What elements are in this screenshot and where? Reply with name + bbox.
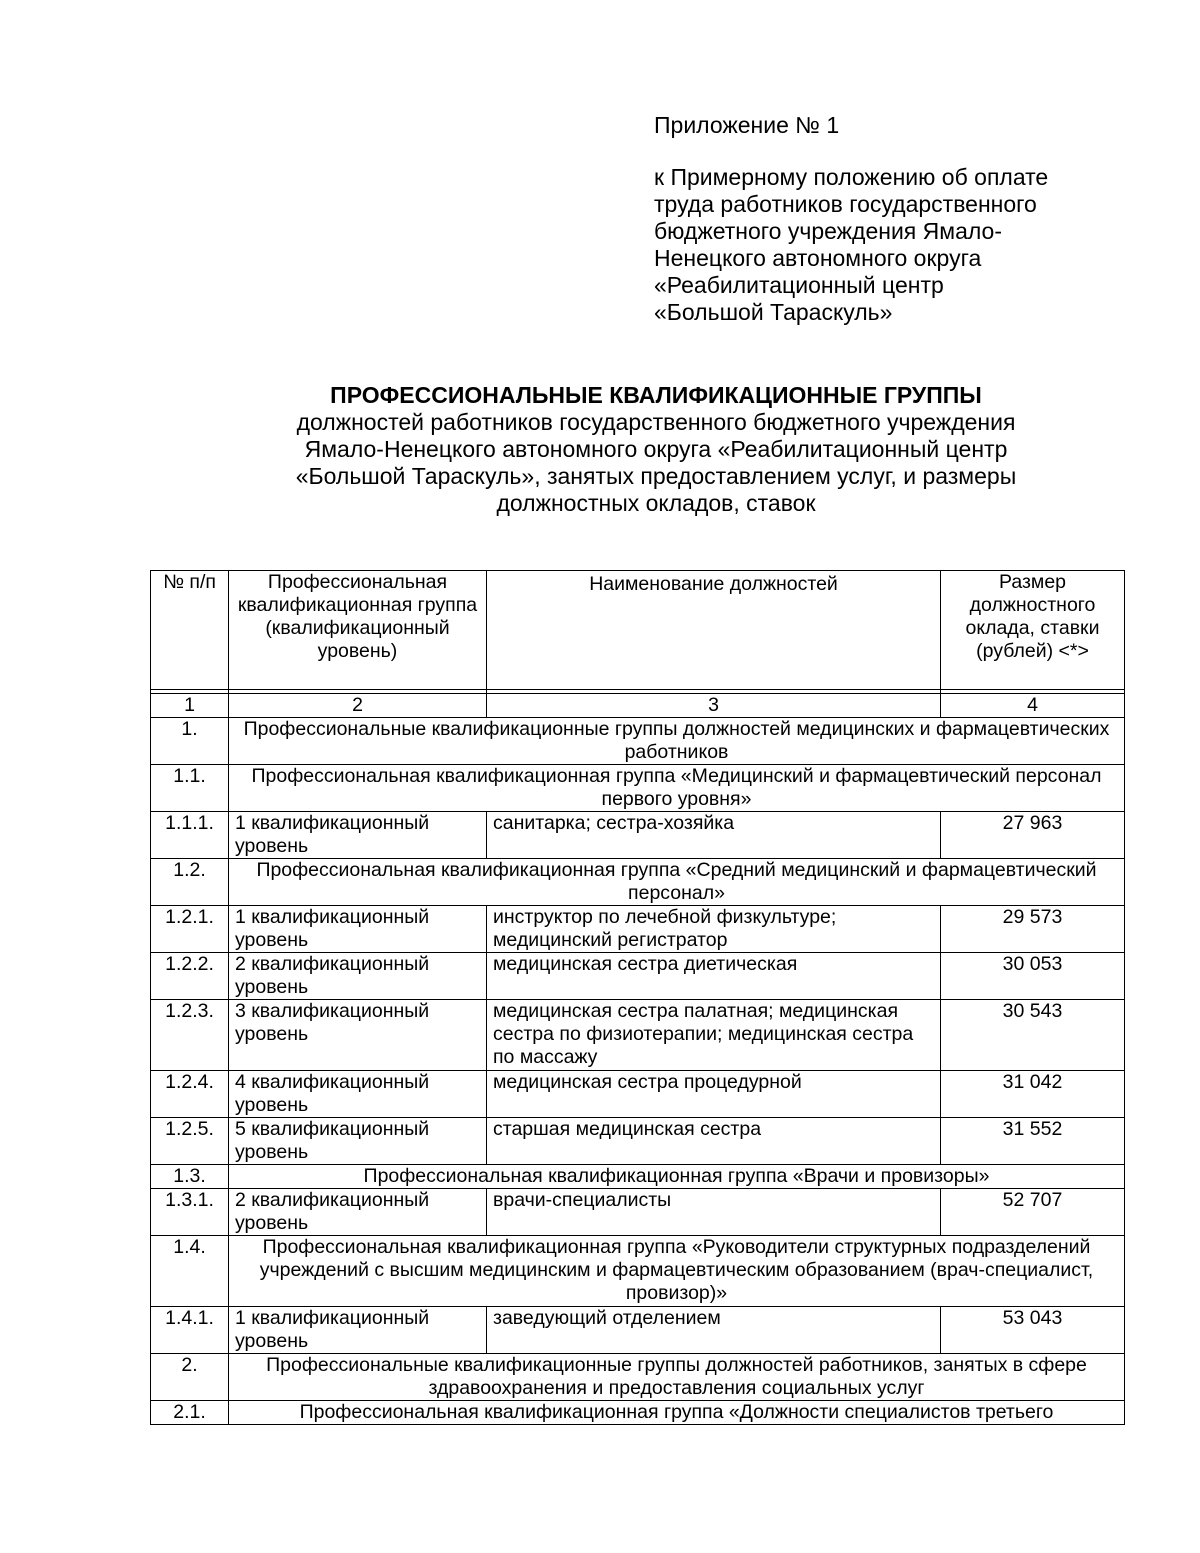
group-title: Профессиональная квалификационная группа «Медицинский и фармацевтический персонал первого уровня» bbox=[229, 765, 1125, 812]
row-number: 1.2.2. bbox=[151, 953, 229, 1000]
table-row bbox=[151, 1401, 1125, 1425]
appendix-block bbox=[654, 112, 1124, 326]
salary-value: 30 053 bbox=[941, 953, 1125, 1000]
position-names: старшая медицинская сестра bbox=[487, 1118, 941, 1165]
subtitle-line: Ямало-Ненецкого автономного округа «Реабилитационный центр bbox=[304, 436, 1008, 462]
row-number: 1.3.1. bbox=[151, 1189, 229, 1236]
position-names: медицинская сестра палатная; медицинская сестра по физиотерапии; медицинская сестра по массажу bbox=[487, 1000, 941, 1071]
position-names: санитарка; сестра-хозяйка bbox=[487, 812, 941, 859]
appendix-reference-line: Ненецкого автономного округа bbox=[654, 245, 982, 271]
group-title: Профессиональные квалификационные группы должностей медицинских и фармацевтических работников bbox=[229, 718, 1125, 765]
subtitle-line: должностных окладов, ставок bbox=[496, 490, 816, 516]
table-row bbox=[151, 1118, 1125, 1165]
position-names: инструктор по лечебной физкультуре; медицинский регистратор bbox=[487, 906, 941, 953]
column-number: 4 bbox=[941, 694, 1125, 718]
appendix-reference bbox=[654, 164, 1124, 326]
table-row bbox=[151, 812, 1125, 859]
qualification-level: 1 квалификационный уровень bbox=[229, 906, 487, 953]
appendix-reference-line: бюджетного учреждения Ямало- bbox=[654, 218, 1002, 244]
group-title: Профессиональные квалификационные группы должностей работников, занятых в сфере здравоохранения и предоставления социальных услуг bbox=[229, 1354, 1125, 1401]
row-number: 1.2.3. bbox=[151, 1000, 229, 1071]
appendix-reference-line: «Реабилитационный центр bbox=[654, 272, 944, 298]
header-no: № п/п bbox=[151, 571, 229, 690]
qualification-level: 1 квалификационный уровень bbox=[229, 812, 487, 859]
salary-value: 27 963 bbox=[941, 812, 1125, 859]
qualification-level: 2 квалификационный уровень bbox=[229, 1189, 487, 1236]
qualification-level: 3 квалификационный уровень bbox=[229, 1000, 487, 1071]
table-row bbox=[151, 1354, 1125, 1401]
header-positions: Наименование должностей bbox=[487, 571, 941, 690]
table-row bbox=[151, 906, 1125, 953]
row-number: 1.4. bbox=[151, 1236, 229, 1307]
row-number: 1.2.5. bbox=[151, 1118, 229, 1165]
position-names: врачи-специалисты bbox=[487, 1189, 941, 1236]
qualification-level: 5 квалификационный уровень bbox=[229, 1118, 487, 1165]
header-group: Профессиональная квалификационная группа (квалификационный уровень) bbox=[229, 571, 487, 690]
salary-value: 30 543 bbox=[941, 1000, 1125, 1071]
position-names: медицинская сестра диетическая bbox=[487, 953, 941, 1000]
row-number: 2. bbox=[151, 1354, 229, 1401]
appendix-reference-line: труда работников государственного bbox=[654, 191, 1037, 217]
table-header-row bbox=[151, 571, 1125, 690]
qualification-level: 1 квалификационный уровень bbox=[229, 1307, 487, 1354]
row-number: 1.2.1. bbox=[151, 906, 229, 953]
salary-value: 31 552 bbox=[941, 1118, 1125, 1165]
table-row bbox=[151, 1165, 1125, 1189]
table-row bbox=[151, 1071, 1125, 1118]
table-row bbox=[151, 765, 1125, 812]
group-title: Профессиональная квалификационная группа «Средний медицинский и фармацевтический персонал» bbox=[229, 859, 1125, 906]
row-number: 2.1. bbox=[151, 1401, 229, 1425]
row-number: 1.1. bbox=[151, 765, 229, 812]
table-row bbox=[151, 953, 1125, 1000]
appendix-reference-line: к Примерному положению об оплате bbox=[654, 164, 1049, 190]
row-number: 1.2. bbox=[151, 859, 229, 906]
salary-value: 29 573 bbox=[941, 906, 1125, 953]
table-row bbox=[151, 1307, 1125, 1354]
table-row bbox=[151, 1236, 1125, 1307]
column-number: 2 bbox=[229, 694, 487, 718]
table-row bbox=[151, 718, 1125, 765]
table-row bbox=[151, 859, 1125, 906]
row-number: 1.4.1. bbox=[151, 1307, 229, 1354]
subtitle-line: должностей работников государственного бюджетного учреждения bbox=[296, 409, 1016, 435]
row-number: 1.2.4. bbox=[151, 1071, 229, 1118]
row-number: 1. bbox=[151, 718, 229, 765]
page-title: ПРОФЕССИОНАЛЬНЫЕ КВАЛИФИКАЦИОННЫЕ ГРУППЫ bbox=[330, 382, 982, 408]
position-names: медицинская сестра процедурной bbox=[487, 1071, 941, 1118]
subtitle-line: «Большой Тараскуль», занятых предоставлением услуг, и размеры bbox=[295, 463, 1017, 489]
qualification-level: 4 квалификационный уровень bbox=[229, 1071, 487, 1118]
column-number: 1 bbox=[151, 694, 229, 718]
table-row bbox=[151, 1000, 1125, 1071]
row-number: 1.3. bbox=[151, 1165, 229, 1189]
qualification-table bbox=[150, 570, 1125, 1425]
table-row bbox=[151, 1189, 1125, 1236]
header-salary: Размер должностного оклада, ставки (рублей) <*> bbox=[941, 571, 1125, 690]
document-heading bbox=[150, 382, 1162, 517]
group-title: Профессиональная квалификационная группа «Руководители структурных подразделений учреждений с высшим медицинским и фармацевтическим образованием (врач-специалист, провизор)» bbox=[229, 1236, 1125, 1307]
salary-value: 52 707 bbox=[941, 1189, 1125, 1236]
appendix-reference-line: «Большой Тараскуль» bbox=[654, 299, 893, 325]
appendix-number: Приложение № 1 bbox=[654, 112, 840, 138]
row-number: 1.1.1. bbox=[151, 812, 229, 859]
qualification-level: 2 квалификационный уровень bbox=[229, 953, 487, 1000]
position-names: заведующий отделением bbox=[487, 1307, 941, 1354]
group-title: Профессиональная квалификационная группа «Должности специалистов третьего bbox=[229, 1401, 1125, 1425]
salary-value: 53 043 bbox=[941, 1307, 1125, 1354]
column-number-row bbox=[151, 694, 1125, 718]
group-title: Профессиональная квалификационная группа «Врачи и провизоры» bbox=[229, 1165, 1125, 1189]
column-number: 3 bbox=[487, 694, 941, 718]
salary-value: 31 042 bbox=[941, 1071, 1125, 1118]
